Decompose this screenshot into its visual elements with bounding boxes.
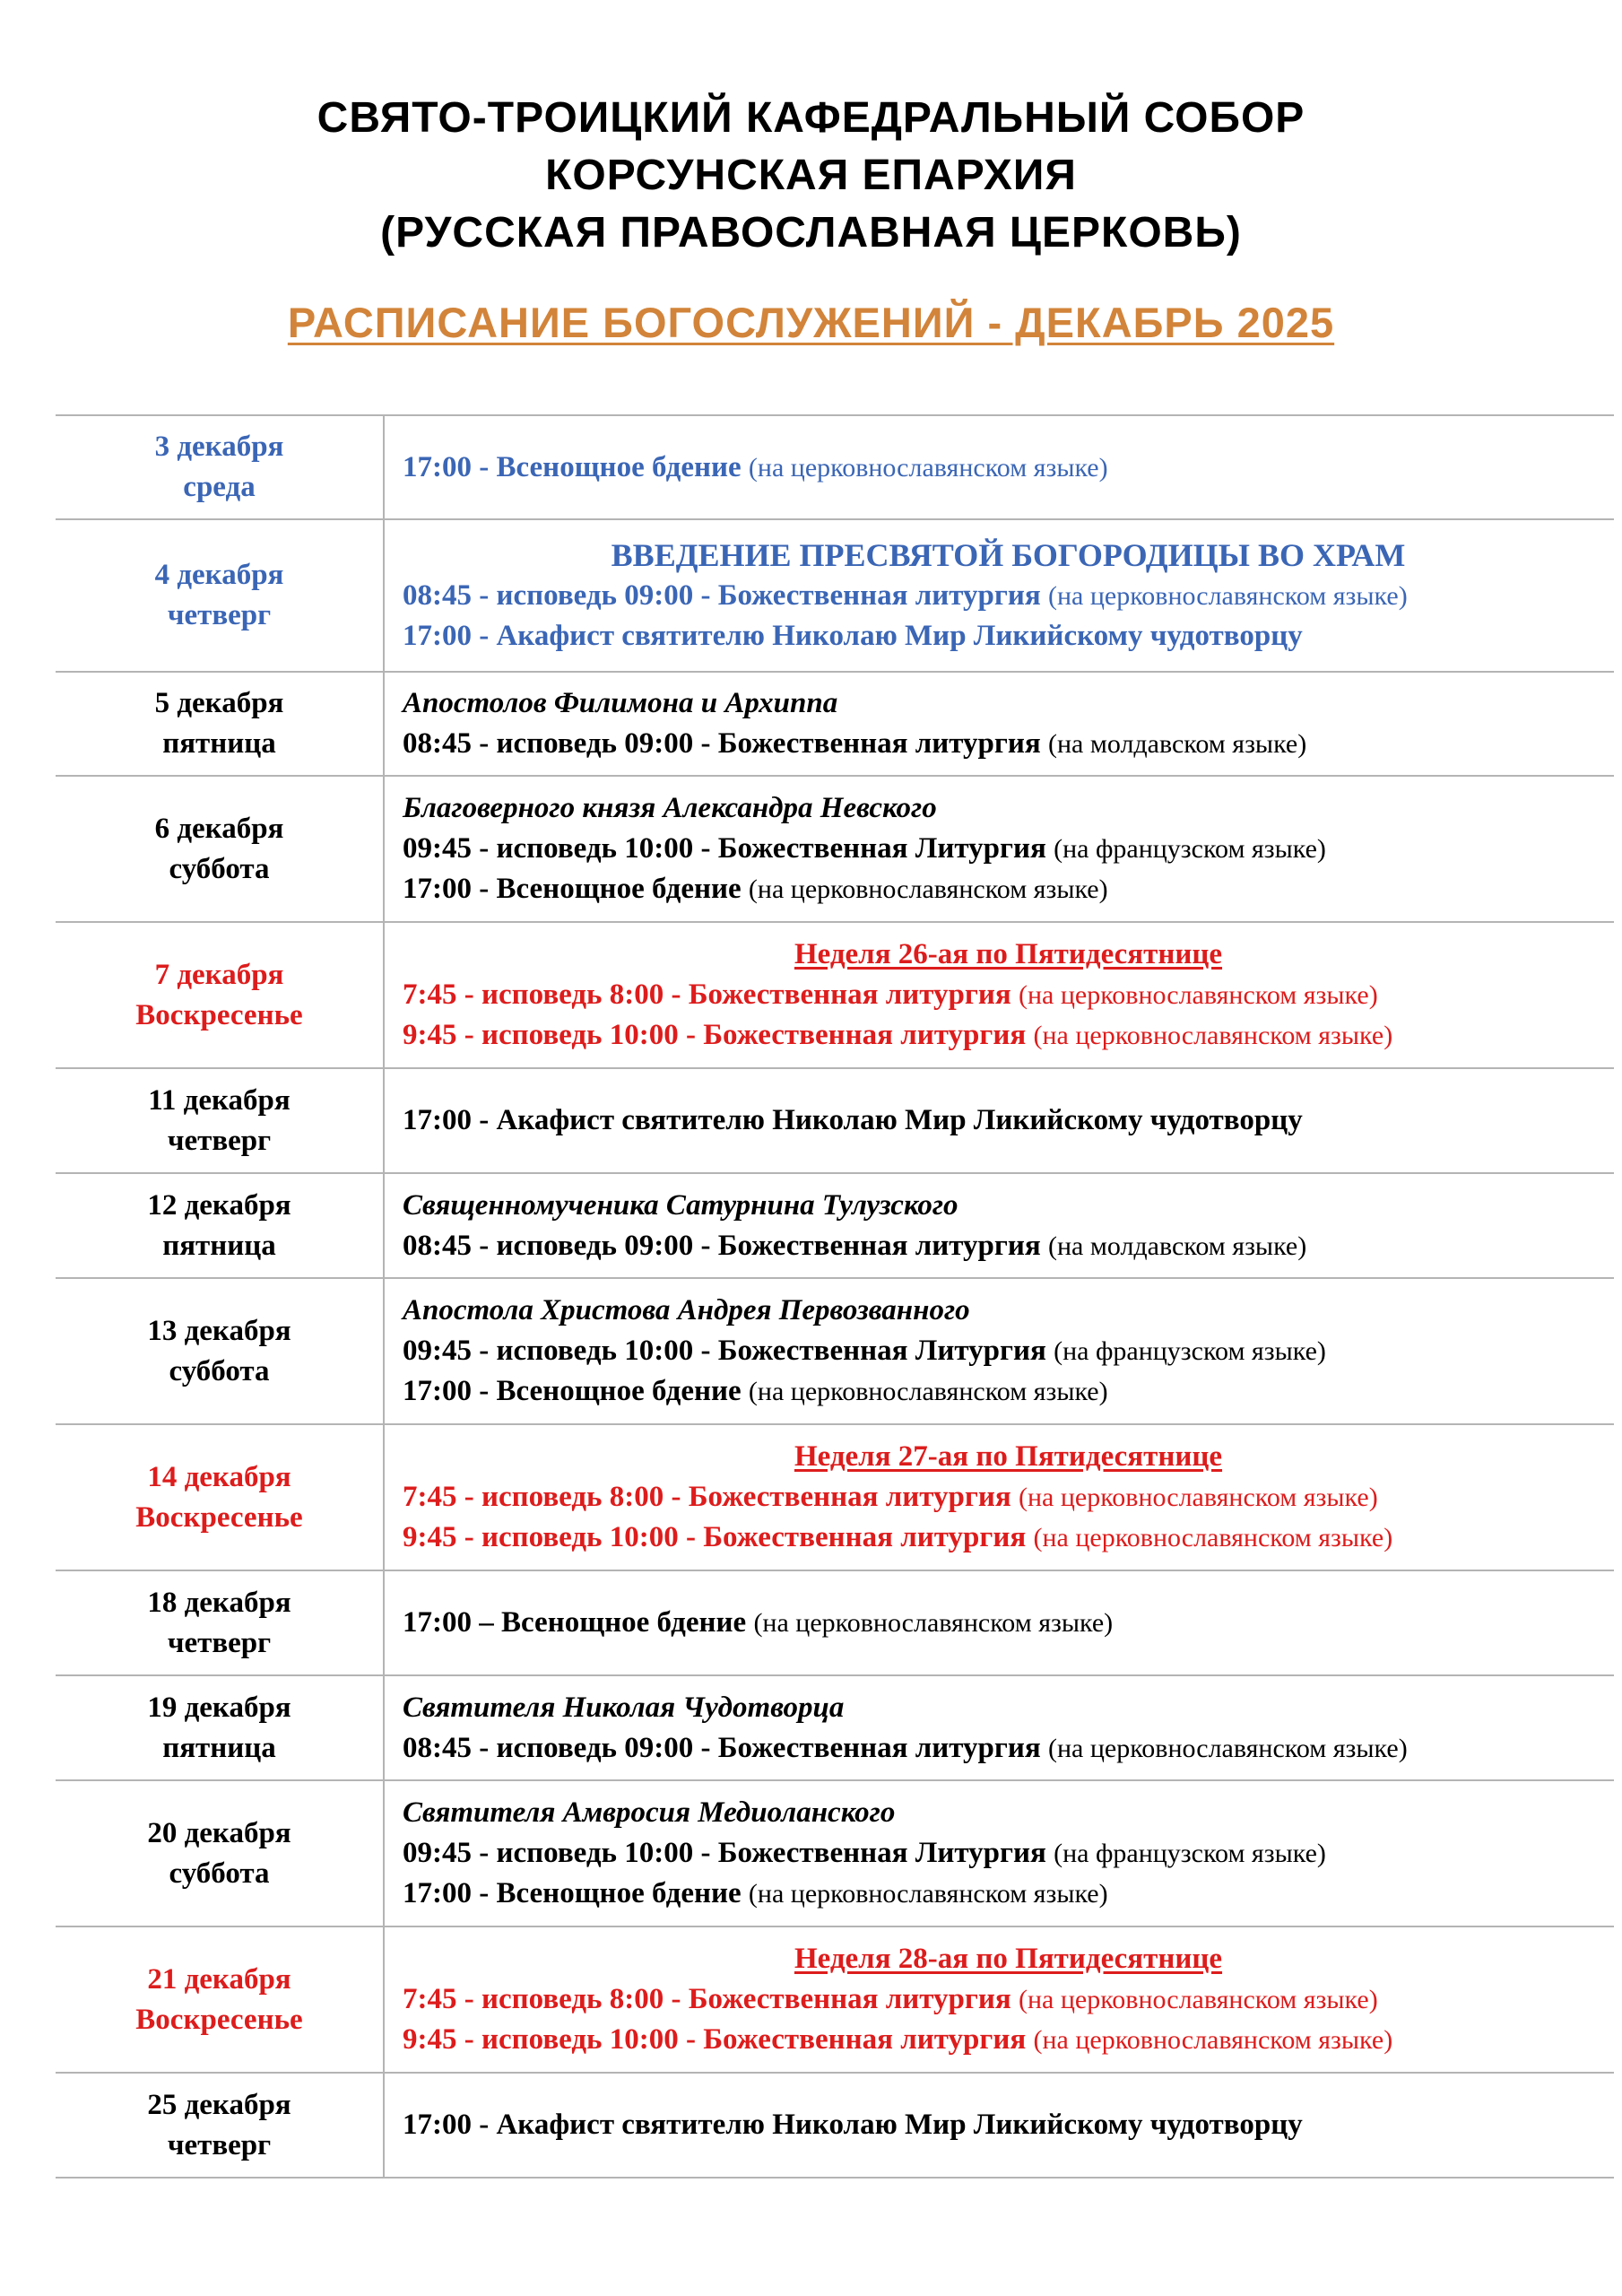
weekday-label: Воскресенье xyxy=(135,2003,303,2036)
service-line xyxy=(403,1833,1614,1874)
document-header xyxy=(0,90,1622,352)
date-label: 19 декабря xyxy=(147,1691,291,1724)
date-cell xyxy=(56,1068,384,1173)
schedule-table xyxy=(56,414,1614,2179)
events-cell xyxy=(384,1926,1614,2073)
schedule-row xyxy=(56,519,1614,672)
events-cell xyxy=(384,672,1614,776)
service-line xyxy=(403,1371,1614,1412)
date-cell xyxy=(56,672,384,776)
events-cell xyxy=(384,922,1614,1068)
language-note: (на церковнославянском языке) xyxy=(748,1879,1108,1909)
service-text: 7:45 - исповедь 8:00 - Божественная литургия xyxy=(403,1983,1011,2015)
service-line xyxy=(403,1518,1614,1558)
date-cell xyxy=(56,1675,384,1780)
language-note: (на церковнославянском языке) xyxy=(1048,1733,1408,1763)
language-note: (на церковнославянском языке) xyxy=(1019,1985,1378,2014)
events-cell xyxy=(384,1278,1614,1424)
service-text: 7:45 - исповедь 8:00 - Божественная литургия xyxy=(403,978,1011,1011)
service-line xyxy=(403,975,1614,1015)
service-text: 17:00 - Акафист святителю Николаю Мир Ликийскому чудотворцу xyxy=(403,1104,1303,1136)
events-cell xyxy=(384,519,1614,672)
events-cell xyxy=(384,2073,1614,2178)
service-line xyxy=(403,576,1614,616)
weekday-label: Воскресенье xyxy=(135,998,303,1031)
schedule-row xyxy=(56,1570,1614,1675)
service-line xyxy=(403,1331,1614,1371)
schedule-body xyxy=(56,415,1614,2178)
service-text: 17:00 - Акафист святителю Николаю Мир Ликийскому чудотворцу xyxy=(403,619,1303,652)
service-text: 17:00 – Всенощное бдение xyxy=(403,1606,747,1639)
language-note: (на молдавском языке) xyxy=(1048,1231,1307,1261)
language-note: (на церковнославянском языке) xyxy=(1033,1021,1393,1050)
date-label: 6 декабря xyxy=(154,812,284,845)
cathedral-name: СВЯТО-ТРОИЦКИЙ КАФЕДРАЛЬНЫЙ СОБОР xyxy=(317,94,1305,142)
church-name: (РУССКАЯ ПРАВОСЛАВНАЯ ЦЕРКОВЬ) xyxy=(380,209,1242,257)
date-cell xyxy=(56,776,384,922)
service-line xyxy=(403,2105,1614,2145)
service-text: 08:45 - исповедь 09:00 - Божественная литургия xyxy=(403,1229,1041,1262)
weekday-label: суббота xyxy=(169,1354,270,1387)
events-cell xyxy=(384,1068,1614,1173)
date-label: 21 декабря xyxy=(147,1962,291,1996)
events-cell xyxy=(384,1424,1614,1570)
feast-title: Апостола Христова Андрея Первозванного xyxy=(403,1294,970,1326)
feast-title: Священномученика Сатурнина Тулузского xyxy=(403,1188,958,1222)
language-note: (на французском языке) xyxy=(1054,1336,1326,1366)
schedule-title: РАСПИСАНИЕ БОГОСЛУЖЕНИЙ - ДЕКАБРЬ 2025 xyxy=(287,299,1335,346)
service-text: 9:45 - исповедь 10:00 - Божественная литургия xyxy=(403,2023,1027,2056)
language-note: (на молдавском языке) xyxy=(1048,729,1307,759)
language-note: (на церковнославянском языке) xyxy=(1033,1523,1393,1552)
service-line xyxy=(403,1477,1614,1518)
service-line xyxy=(403,1015,1614,1056)
date-label: 14 декабря xyxy=(147,1460,291,1493)
service-text: 17:00 - Всенощное бдение xyxy=(403,450,742,483)
events-cell xyxy=(384,1780,1614,1926)
date-cell xyxy=(56,1278,384,1424)
language-note: (на церковнославянском языке) xyxy=(1048,580,1408,611)
date-cell xyxy=(56,1570,384,1675)
weekday-label: Воскресенье xyxy=(135,1500,303,1534)
date-cell xyxy=(56,519,384,672)
events-cell xyxy=(384,1570,1614,1675)
date-label: 12 декабря xyxy=(147,1188,291,1222)
service-line xyxy=(403,1979,1614,2020)
schedule-row xyxy=(56,922,1614,1068)
weekday-label: четверг xyxy=(167,2128,272,2161)
language-note: (на церковнославянском языке) xyxy=(748,452,1108,483)
service-line xyxy=(403,448,1614,488)
feast-title: Благоверного князя Александра Невского xyxy=(403,792,937,824)
date-cell xyxy=(56,2073,384,2178)
weekday-label: четверг xyxy=(167,1626,272,1659)
date-cell xyxy=(56,1424,384,1570)
weekday-label: четверг xyxy=(167,599,272,631)
feast-title: Святителя Амвросия Медиоланского xyxy=(403,1796,896,1829)
date-label: 5 декабря xyxy=(154,687,284,719)
service-text: 9:45 - исповедь 10:00 - Божественная литургия xyxy=(403,1019,1027,1051)
events-cell xyxy=(384,1675,1614,1780)
weekday-label: пятница xyxy=(162,727,276,760)
date-label: 25 декабря xyxy=(147,2088,291,2121)
weekday-label: четверг xyxy=(167,1124,272,1157)
events-cell xyxy=(384,1173,1614,1278)
date-label: 13 декабря xyxy=(147,1314,291,1347)
schedule-row xyxy=(56,1424,1614,1570)
schedule-row xyxy=(56,2073,1614,2178)
date-cell xyxy=(56,415,384,519)
service-text: 08:45 - исповедь 09:00 - Божественная литургия xyxy=(403,578,1041,612)
service-text: 09:45 - исповедь 10:00 - Божественная Литургия xyxy=(403,832,1046,865)
service-line xyxy=(403,724,1614,764)
date-label: 20 декабря xyxy=(147,1816,291,1849)
schedule-row xyxy=(56,672,1614,776)
language-note: (на церковнославянском языке) xyxy=(748,1377,1108,1406)
service-line xyxy=(403,1100,1614,1141)
language-note: (на французском языке) xyxy=(1054,834,1326,864)
service-line xyxy=(403,1728,1614,1769)
service-text: 9:45 - исповедь 10:00 - Божественная литургия xyxy=(403,1521,1027,1553)
language-note: (на церковнославянском языке) xyxy=(1033,2025,1393,2055)
language-note: (на церковнославянском языке) xyxy=(1019,1483,1378,1512)
weekday-label: пятница xyxy=(162,1731,276,1764)
service-line xyxy=(403,869,1614,909)
service-text: 17:00 - Всенощное бдение xyxy=(403,1375,742,1407)
schedule-row xyxy=(56,776,1614,922)
service-line xyxy=(403,1603,1614,1643)
feast-title: Апостолов Филимона и Архиппа xyxy=(403,687,838,719)
language-note: (на церковнославянском языке) xyxy=(748,874,1108,904)
weekday-label: суббота xyxy=(169,852,270,885)
service-text: 17:00 - Акафист святителю Николаю Мир Ликийскому чудотворцу xyxy=(403,2109,1303,2141)
feast-title: Неделя 28-ая по Пятидесятнице xyxy=(794,1943,1223,1975)
service-text: 09:45 - исповедь 10:00 - Божественная Литургия xyxy=(403,1335,1046,1367)
schedule-row xyxy=(56,415,1614,519)
service-line xyxy=(403,616,1614,657)
language-note: (на французском языке) xyxy=(1054,1839,1326,1868)
weekday-label: среда xyxy=(183,471,256,503)
weekday-label: суббота xyxy=(169,1857,270,1890)
service-line xyxy=(403,1874,1614,1914)
schedule-row xyxy=(56,1675,1614,1780)
date-label: 11 декабря xyxy=(148,1083,291,1117)
date-label: 18 декабря xyxy=(147,1586,291,1619)
weekday-label: пятница xyxy=(162,1229,276,1262)
language-note: (на церковнославянском языке) xyxy=(1019,980,1378,1010)
schedule-row xyxy=(56,1780,1614,1926)
service-line xyxy=(403,2020,1614,2060)
date-label: 7 декабря xyxy=(154,958,284,991)
service-text: 7:45 - исповедь 8:00 - Божественная литургия xyxy=(403,1481,1011,1513)
date-label: 4 декабря xyxy=(154,559,284,591)
feast-title: Святителя Николая Чудотворца xyxy=(403,1691,845,1724)
events-cell xyxy=(384,415,1614,519)
date-cell xyxy=(56,1780,384,1926)
service-text: 08:45 - исповедь 09:00 - Божественная литургия xyxy=(403,727,1041,760)
feast-title: ВВЕДЕНИЕ ПРЕСВЯТОЙ БОГОРОДИЦЫ ВО ХРАМ xyxy=(611,536,1406,573)
diocese-name: КОРСУНСКАЯ ЕПАРХИЯ xyxy=(545,152,1077,199)
language-note: (на церковнославянском языке) xyxy=(753,1608,1114,1638)
date-label: 3 декабря xyxy=(154,430,284,463)
service-text: 09:45 - исповедь 10:00 - Божественная Литургия xyxy=(403,1837,1046,1869)
date-cell xyxy=(56,1173,384,1278)
feast-title: Неделя 26-ая по Пятидесятнице xyxy=(794,938,1223,970)
service-text: 17:00 - Всенощное бдение xyxy=(403,1877,742,1909)
service-text: 08:45 - исповедь 09:00 - Божественная литургия xyxy=(403,1731,1041,1764)
service-line xyxy=(403,1226,1614,1266)
schedule-row xyxy=(56,1926,1614,2073)
service-text: 17:00 - Всенощное бдение xyxy=(403,873,742,905)
service-line xyxy=(403,829,1614,869)
date-cell xyxy=(56,922,384,1068)
schedule-row xyxy=(56,1173,1614,1278)
schedule-row xyxy=(56,1068,1614,1173)
feast-title: Неделя 27-ая по Пятидесятнице xyxy=(794,1440,1223,1473)
events-cell xyxy=(384,776,1614,922)
date-cell xyxy=(56,1926,384,2073)
schedule-row xyxy=(56,1278,1614,1424)
